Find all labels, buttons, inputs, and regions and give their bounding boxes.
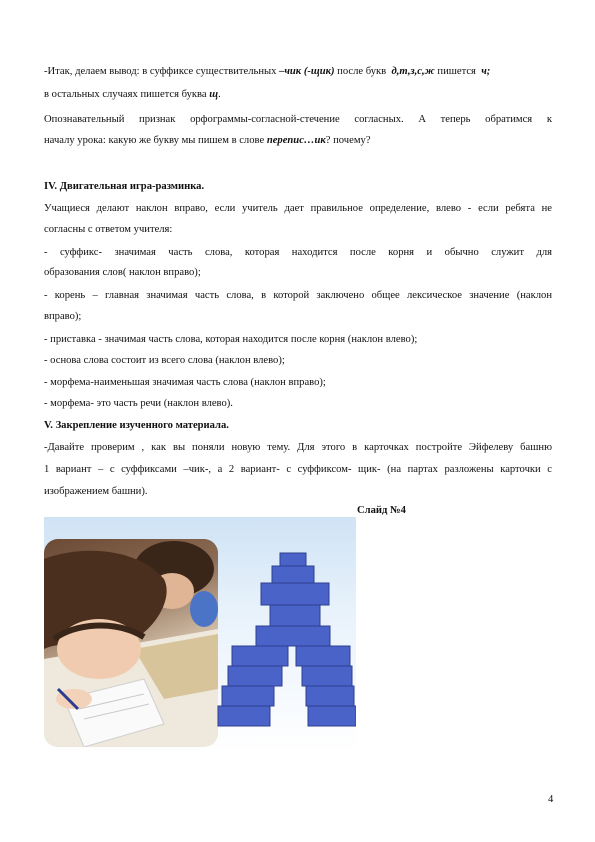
- list-item-stem: - основа слова состоит из всего слова (наклон влево);: [44, 355, 285, 366]
- list-item-suffix-line1: - суффикс- значимая часть слова, которая находится после корня и обычно служит для: [44, 247, 552, 258]
- text: в остальных случаях пишется буква: [44, 89, 210, 100]
- tower-left-block-2: [228, 666, 282, 686]
- text: после букв: [334, 66, 389, 77]
- tower-right-block-4: [308, 706, 356, 726]
- tower-left-block-3: [222, 686, 274, 706]
- paragraph-task-line2: 1 вариант – с суффиксами –чик-, а 2 вариант- с суффиксом- щик- (на партах разложены карточки с: [44, 464, 552, 475]
- tower-right-block-2: [302, 666, 352, 686]
- text: -Итак, делаем вывод: в суффиксе существительных: [44, 66, 280, 77]
- paragraph-game-line2: согласны с ответом учителя:: [44, 224, 173, 235]
- paragraph-conclusion-line1: [44, 65, 490, 79]
- tower-right-block-3: [306, 686, 354, 706]
- list-item-morpheme-1: - морфема-наименьшая значимая часть слова (наклон вправо);: [44, 377, 326, 388]
- paragraph-task-line1: -Давайте проверим , как вы поняли новую тему. Для этого в карточках постройте Эйфелеву башню: [44, 442, 552, 453]
- tower-block-2: [272, 566, 314, 583]
- text: ? почему?: [325, 135, 371, 146]
- tower-right-block-1: [296, 646, 350, 666]
- paragraph-game-line1: Учащиеся делают наклон вправо, если учитель дает правильное определение, влево - если ребята не: [44, 203, 552, 214]
- tower-block-5: [256, 626, 330, 646]
- list-item-morpheme-2: - морфема- это часть речи (наклон влево).: [44, 398, 233, 409]
- text: началу урока: какую же букву мы пишем в слове: [44, 135, 267, 146]
- suffix-text: –чик (-щик): [279, 66, 335, 77]
- tower-left-block-1: [232, 646, 288, 666]
- page-number: 4: [548, 794, 554, 805]
- list-item-suffix-line2: образования слов( наклон вправо);: [44, 267, 201, 278]
- tower-block-3: [261, 583, 329, 605]
- paragraph-task-line3: изображением башни).: [44, 486, 148, 497]
- letter-text: ч;: [481, 66, 491, 77]
- paragraph-conclusion-line2: [44, 88, 221, 102]
- paragraph-sign-line1: Опознавательный признак орфограммы-согласной-стечение согласных. А теперь обратимся к: [44, 114, 552, 125]
- slide-label: Слайд №4: [357, 505, 406, 516]
- tower-block-1: [280, 553, 306, 566]
- word-text: перепис…ик: [266, 135, 326, 146]
- section-heading-v: V. Закрепление изученного материала.: [44, 420, 229, 431]
- tower-block-4: [270, 605, 320, 626]
- list-item-prefix: - приставка - значимая часть слова, которая находится после корня (наклон влево);: [44, 334, 418, 345]
- paragraph-sign-line2: [44, 134, 371, 148]
- tower-left-block-4: [218, 706, 270, 726]
- text: пишется: [434, 66, 479, 77]
- eiffel-tower-diagram: [44, 517, 356, 753]
- section-heading-iv: IV. Двигательная игра-разминка.: [44, 181, 205, 192]
- list-item-root-line1: - корень – главная значимая часть слова, в которой заключено общее лексическое значение (наклон: [44, 290, 552, 301]
- list-item-root-line2: вправо);: [44, 311, 82, 322]
- letter-text: щ: [209, 89, 219, 100]
- slide-image: [44, 517, 356, 753]
- letters-text: д,т,з,с,ж: [391, 66, 435, 77]
- text: .: [218, 89, 221, 100]
